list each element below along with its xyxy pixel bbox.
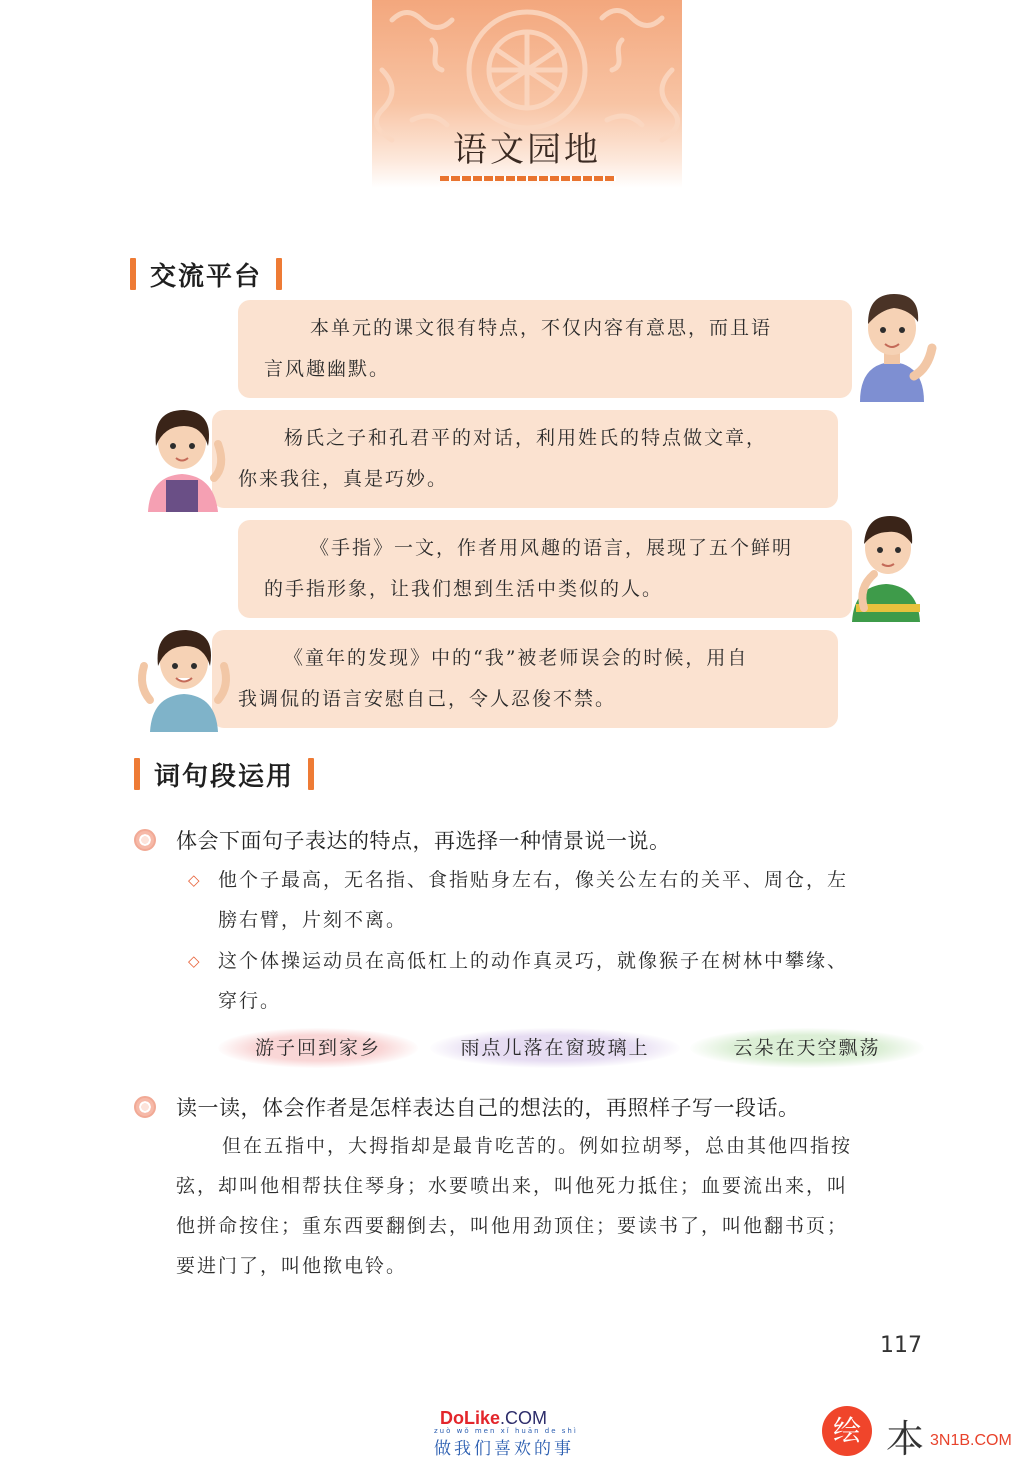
boy-illustration-1	[842, 284, 942, 402]
exercise-icon-1	[134, 829, 156, 851]
section-heading-exchange	[130, 254, 282, 294]
bubble-text: 的手指形象，让我们想到生活中类似的人。	[264, 578, 664, 600]
passage-line: 弦，却叫他相帮扶住琴身；水要喷出来，叫他死力抵住；血要流出来，叫	[176, 1175, 849, 1197]
section-heading-text: 词句段运用	[154, 761, 295, 792]
sentence-line: 膀右臂，片刻不离。	[218, 909, 408, 931]
page-number: 117	[880, 1333, 922, 1358]
speech-bubble-1	[238, 300, 852, 398]
title-banner	[372, 0, 682, 188]
heading-bar-right	[308, 758, 314, 790]
site-logo-char: 本	[886, 1417, 925, 1458]
heading-bar-left	[134, 758, 140, 790]
bubble-text: 《童年的发现》中的“我”被老师误会的时候，用自	[284, 647, 749, 669]
passage-line: 要进门了，叫他揿电铃。	[176, 1255, 408, 1277]
bubble-text: 言风趣幽默。	[264, 358, 391, 380]
title-underline	[440, 176, 616, 181]
watermark-brand-suffix: .COM	[500, 1408, 548, 1428]
boy-illustration-2	[842, 508, 932, 622]
sentence-line: 穿行。	[218, 990, 282, 1012]
scene-option-1: 游子回到家乡	[218, 1028, 418, 1068]
speech-bubble-4	[212, 630, 838, 728]
exercise-2-prompt: 读一读，体会作者是怎样表达自己的想法的，再照样子写一段话。	[176, 1096, 800, 1120]
speech-bubble-2	[212, 410, 838, 508]
watermark-slogan: 做我们喜欢的事	[434, 1439, 574, 1458]
scene-option-2: 雨点儿落在窗玻璃上	[430, 1028, 680, 1068]
diamond-bullet-icon: ◇	[188, 871, 200, 889]
section-heading-text: 交流平台	[150, 261, 263, 292]
bubble-text: 本单元的课文很有特点，不仅内容有意思，而且语	[310, 317, 773, 339]
speech-bubble-3	[238, 520, 852, 618]
bubble-text: 我调侃的语言安慰自己，令人忍俊不禁。	[238, 688, 617, 710]
exercise-icon-2	[134, 1096, 156, 1118]
site-logo-icon: 绘	[822, 1406, 872, 1456]
exercise-1-prompt: 体会下面句子表达的特点，再选择一种情景说一说。	[176, 829, 671, 853]
site-url: 3N1B.COM	[930, 1432, 1012, 1449]
sentence-line: 这个体操运动员在高低杠上的动作真灵巧，就像猴子在树林中攀缘、	[218, 950, 849, 972]
example-sentence-1	[218, 860, 938, 940]
heading-bar-left	[130, 258, 136, 290]
diamond-bullet-icon: ◇	[188, 952, 200, 970]
girl-illustration-2	[132, 620, 236, 732]
bubble-text: 你来我往，真是巧妙。	[238, 468, 449, 490]
bubble-text: 杨氏之子和孔君平的对话，利用姓氏的特点做文章，	[284, 427, 768, 449]
model-passage	[176, 1126, 936, 1286]
page-title: 语文园地	[453, 130, 601, 170]
heading-bar-right	[276, 258, 282, 290]
scene-option-3: 云朵在天空飘荡	[690, 1028, 924, 1068]
girl-illustration-1	[134, 400, 232, 512]
sentence-line: 他个子最高，无名指、食指贴身左右，像关公左右的关平、周仓，左	[218, 869, 849, 891]
dolike-watermark	[440, 1408, 547, 1429]
section-heading-usage	[134, 754, 314, 794]
passage-line: 他拼命按住；重东西要翻倒去，叫他用劲顶住；要读书了，叫他翻书页；	[176, 1215, 849, 1237]
bubble-text: 《手指》一文，作者用风趣的语言，展现了五个鲜明	[310, 537, 794, 559]
watermark-pinyin: zuò wǒ men xǐ huān de shì	[434, 1427, 578, 1435]
example-sentence-2	[218, 941, 938, 1021]
passage-line: 但在五指中，大拇指却是最肯吃苦的。例如拉胡琴，总由其他四指按	[222, 1135, 853, 1157]
watermark-brand: DoLike	[440, 1408, 501, 1428]
